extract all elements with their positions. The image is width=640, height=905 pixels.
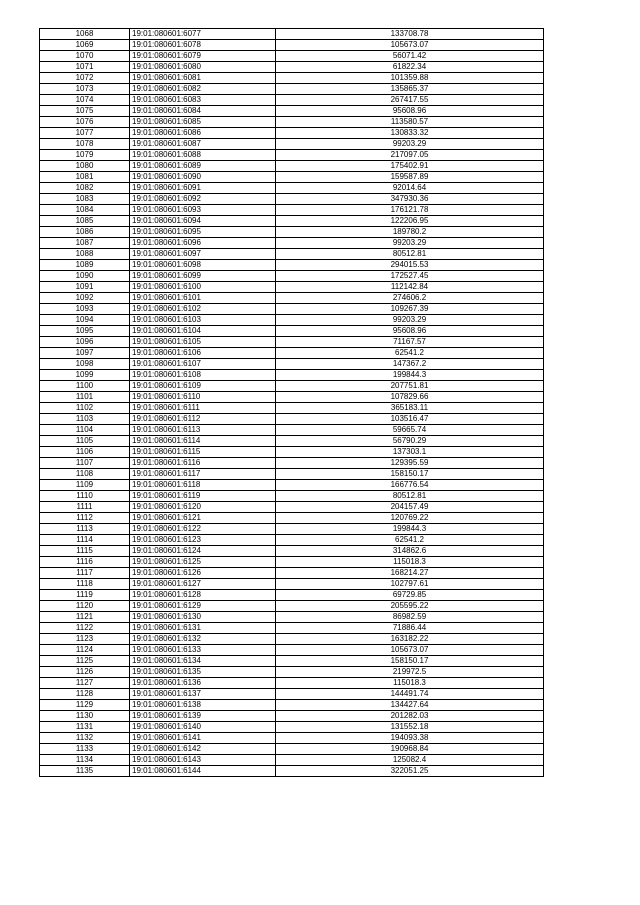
cadastral-number: 19:01:080601:6087 xyxy=(130,139,276,150)
table-row xyxy=(40,546,544,557)
cadastral-number: 19:01:080601:6086 xyxy=(130,128,276,139)
cadastral-value: 267417.55 xyxy=(276,95,544,106)
row-number: 1105 xyxy=(40,436,130,447)
cadastral-value: 112142.84 xyxy=(276,282,544,293)
row-number: 1131 xyxy=(40,722,130,733)
row-number: 1117 xyxy=(40,568,130,579)
row-number: 1080 xyxy=(40,161,130,172)
cadastral-number: 19:01:080601:6123 xyxy=(130,535,276,546)
row-number: 1113 xyxy=(40,524,130,535)
cadastral-number: 19:01:080601:6132 xyxy=(130,634,276,645)
row-number: 1096 xyxy=(40,337,130,348)
row-number: 1078 xyxy=(40,139,130,150)
cadastral-number: 19:01:080601:6138 xyxy=(130,700,276,711)
cadastral-value: 175402.91 xyxy=(276,161,544,172)
row-number: 1104 xyxy=(40,425,130,436)
cadastral-number: 19:01:080601:6095 xyxy=(130,227,276,238)
cadastral-number: 19:01:080601:6115 xyxy=(130,447,276,458)
table-row xyxy=(40,216,544,227)
table-row xyxy=(40,755,544,766)
cadastral-value: 176121.78 xyxy=(276,205,544,216)
row-number: 1069 xyxy=(40,40,130,51)
table-row xyxy=(40,678,544,689)
cadastral-value: 105673.07 xyxy=(276,40,544,51)
cadastral-number: 19:01:080601:6083 xyxy=(130,95,276,106)
cadastral-value: 314862.6 xyxy=(276,546,544,557)
row-number: 1093 xyxy=(40,304,130,315)
cadastral-number: 19:01:080601:6121 xyxy=(130,513,276,524)
table-row xyxy=(40,95,544,106)
cadastral-value: 101359.88 xyxy=(276,73,544,84)
row-number: 1097 xyxy=(40,348,130,359)
table-row xyxy=(40,161,544,172)
cadastral-value: 102797.61 xyxy=(276,579,544,590)
cadastral-number: 19:01:080601:6094 xyxy=(130,216,276,227)
cadastral-value: 56790.29 xyxy=(276,436,544,447)
cadastral-number: 19:01:080601:6100 xyxy=(130,282,276,293)
table-row xyxy=(40,557,544,568)
cadastral-number: 19:01:080601:6131 xyxy=(130,623,276,634)
cadastral-value: 62541.2 xyxy=(276,348,544,359)
table-row xyxy=(40,513,544,524)
cadastral-number: 19:01:080601:6137 xyxy=(130,689,276,700)
cadastral-value: 131552.18 xyxy=(276,722,544,733)
cadastral-number: 19:01:080601:6105 xyxy=(130,337,276,348)
table-row xyxy=(40,117,544,128)
cadastral-value: 56071.42 xyxy=(276,51,544,62)
table-row xyxy=(40,458,544,469)
table-row xyxy=(40,348,544,359)
cadastral-number: 19:01:080601:6098 xyxy=(130,260,276,271)
row-number: 1110 xyxy=(40,491,130,502)
table-row xyxy=(40,271,544,282)
cadastral-value: 219972.5 xyxy=(276,667,544,678)
cadastral-value: 92014.64 xyxy=(276,183,544,194)
row-number: 1123 xyxy=(40,634,130,645)
cadastral-number: 19:01:080601:6122 xyxy=(130,524,276,535)
cadastral-value: 99203.29 xyxy=(276,315,544,326)
table-row xyxy=(40,722,544,733)
cadastral-value: 194093.38 xyxy=(276,733,544,744)
cadastral-value: 168214.27 xyxy=(276,568,544,579)
cadastral-value: 59665.74 xyxy=(276,425,544,436)
cadastral-number: 19:01:080601:6114 xyxy=(130,436,276,447)
cadastral-value: 103516.47 xyxy=(276,414,544,425)
row-number: 1087 xyxy=(40,238,130,249)
row-number: 1091 xyxy=(40,282,130,293)
cadastral-value: 207751.81 xyxy=(276,381,544,392)
table-row xyxy=(40,128,544,139)
cadastral-value: 144491.74 xyxy=(276,689,544,700)
row-number: 1121 xyxy=(40,612,130,623)
cadastral-number: 19:01:080601:6124 xyxy=(130,546,276,557)
row-number: 1083 xyxy=(40,194,130,205)
cadastral-value: 172527.45 xyxy=(276,271,544,282)
cadastral-number: 19:01:080601:6128 xyxy=(130,590,276,601)
cadastral-value: 163182.22 xyxy=(276,634,544,645)
row-number: 1090 xyxy=(40,271,130,282)
table-body xyxy=(40,29,544,777)
table-row xyxy=(40,766,544,777)
table-row xyxy=(40,744,544,755)
row-number: 1128 xyxy=(40,689,130,700)
table-row xyxy=(40,392,544,403)
table-row xyxy=(40,469,544,480)
cadastral-value: 199844.3 xyxy=(276,370,544,381)
table-row xyxy=(40,194,544,205)
cadastral-value: 204157.49 xyxy=(276,502,544,513)
table-row xyxy=(40,414,544,425)
cadastral-value: 113580.57 xyxy=(276,117,544,128)
row-number: 1134 xyxy=(40,755,130,766)
row-number: 1085 xyxy=(40,216,130,227)
cadastral-number: 19:01:080601:6127 xyxy=(130,579,276,590)
table-row xyxy=(40,480,544,491)
cadastral-value: 134427.64 xyxy=(276,700,544,711)
table-row xyxy=(40,590,544,601)
cadastral-value: 71167.57 xyxy=(276,337,544,348)
row-number: 1072 xyxy=(40,73,130,84)
row-number: 1100 xyxy=(40,381,130,392)
cadastral-number: 19:01:080601:6103 xyxy=(130,315,276,326)
cadastral-value: 217097.05 xyxy=(276,150,544,161)
cadastral-number: 19:01:080601:6142 xyxy=(130,744,276,755)
table-row xyxy=(40,502,544,513)
table-row xyxy=(40,733,544,744)
cadastral-number: 19:01:080601:6078 xyxy=(130,40,276,51)
row-number: 1089 xyxy=(40,260,130,271)
table-row xyxy=(40,139,544,150)
cadastral-number: 19:01:080601:6110 xyxy=(130,392,276,403)
cadastral-number: 19:01:080601:6109 xyxy=(130,381,276,392)
row-number: 1102 xyxy=(40,403,130,414)
row-number: 1092 xyxy=(40,293,130,304)
row-number: 1094 xyxy=(40,315,130,326)
cadastral-value: 158150.17 xyxy=(276,469,544,480)
row-number: 1116 xyxy=(40,557,130,568)
cadastral-value: 86982.59 xyxy=(276,612,544,623)
row-number: 1068 xyxy=(40,29,130,40)
cadastral-value: 120769.22 xyxy=(276,513,544,524)
cadastral-number: 19:01:080601:6079 xyxy=(130,51,276,62)
table-row xyxy=(40,73,544,84)
row-number: 1103 xyxy=(40,414,130,425)
table-row xyxy=(40,568,544,579)
cadastral-number: 19:01:080601:6116 xyxy=(130,458,276,469)
table-row xyxy=(40,645,544,656)
cadastral-value: 205595.22 xyxy=(276,601,544,612)
row-number: 1099 xyxy=(40,370,130,381)
cadastral-number: 19:01:080601:6117 xyxy=(130,469,276,480)
cadastral-value: 133708.78 xyxy=(276,29,544,40)
table-row xyxy=(40,656,544,667)
row-number: 1071 xyxy=(40,62,130,73)
cadastral-value: 71886.44 xyxy=(276,623,544,634)
cadastral-value: 115018.3 xyxy=(276,557,544,568)
cadastral-number: 19:01:080601:6120 xyxy=(130,502,276,513)
cadastral-value: 62541.2 xyxy=(276,535,544,546)
cadastral-number: 19:01:080601:6108 xyxy=(130,370,276,381)
row-number: 1070 xyxy=(40,51,130,62)
table-row xyxy=(40,381,544,392)
row-number: 1101 xyxy=(40,392,130,403)
row-number: 1125 xyxy=(40,656,130,667)
cadastral-value: 129395.59 xyxy=(276,458,544,469)
cadastral-number: 19:01:080601:6091 xyxy=(130,183,276,194)
cadastral-number: 19:01:080601:6134 xyxy=(130,656,276,667)
cadastral-number: 19:01:080601:6080 xyxy=(130,62,276,73)
cadastral-value: 199844.3 xyxy=(276,524,544,535)
cadastral-value: 189780.2 xyxy=(276,227,544,238)
cadastral-number: 19:01:080601:6125 xyxy=(130,557,276,568)
row-number: 1108 xyxy=(40,469,130,480)
table-row xyxy=(40,612,544,623)
cadastral-number: 19:01:080601:6092 xyxy=(130,194,276,205)
table-row xyxy=(40,84,544,95)
cadastral-value: 135865.37 xyxy=(276,84,544,95)
cadastral-number: 19:01:080601:6104 xyxy=(130,326,276,337)
cadastral-value: 122206.95 xyxy=(276,216,544,227)
cadastral-value: 159587.89 xyxy=(276,172,544,183)
cadastral-number: 19:01:080601:6130 xyxy=(130,612,276,623)
row-number: 1120 xyxy=(40,601,130,612)
cadastral-value: 69729.85 xyxy=(276,590,544,601)
table-row xyxy=(40,359,544,370)
cadastral-value: 80512.81 xyxy=(276,249,544,260)
row-number: 1130 xyxy=(40,711,130,722)
table-row xyxy=(40,172,544,183)
row-number: 1073 xyxy=(40,84,130,95)
cadastral-number: 19:01:080601:6119 xyxy=(130,491,276,502)
row-number: 1086 xyxy=(40,227,130,238)
cadastral-value: 201282.03 xyxy=(276,711,544,722)
row-number: 1132 xyxy=(40,733,130,744)
table-row xyxy=(40,260,544,271)
row-number: 1107 xyxy=(40,458,130,469)
table-row xyxy=(40,106,544,117)
cadastral-value: 365183.11 xyxy=(276,403,544,414)
cadastral-number: 19:01:080601:6097 xyxy=(130,249,276,260)
table-row xyxy=(40,183,544,194)
table-row xyxy=(40,667,544,678)
cadastral-value: 95608.96 xyxy=(276,106,544,117)
table-row xyxy=(40,535,544,546)
table-row xyxy=(40,579,544,590)
cadastral-value: 95608.96 xyxy=(276,326,544,337)
table-row xyxy=(40,337,544,348)
table-row xyxy=(40,711,544,722)
table-row xyxy=(40,370,544,381)
row-number: 1082 xyxy=(40,183,130,194)
row-number: 1084 xyxy=(40,205,130,216)
cadastral-number: 19:01:080601:6126 xyxy=(130,568,276,579)
table-row xyxy=(40,403,544,414)
table-row xyxy=(40,40,544,51)
cadastral-number: 19:01:080601:6140 xyxy=(130,722,276,733)
cadastral-number: 19:01:080601:6077 xyxy=(130,29,276,40)
table-row xyxy=(40,227,544,238)
table-row xyxy=(40,150,544,161)
cadastral-number: 19:01:080601:6139 xyxy=(130,711,276,722)
cadastral-value: 61822.34 xyxy=(276,62,544,73)
cadastral-value: 125082.4 xyxy=(276,755,544,766)
row-number: 1126 xyxy=(40,667,130,678)
row-number: 1135 xyxy=(40,766,130,777)
cadastral-value: 274606.2 xyxy=(276,293,544,304)
cadastral-number: 19:01:080601:6093 xyxy=(130,205,276,216)
row-number: 1098 xyxy=(40,359,130,370)
row-number: 1124 xyxy=(40,645,130,656)
cadastral-number: 19:01:080601:6111 xyxy=(130,403,276,414)
cadastral-number: 19:01:080601:6136 xyxy=(130,678,276,689)
cadastral-number: 19:01:080601:6090 xyxy=(130,172,276,183)
cadastral-number: 19:01:080601:6082 xyxy=(130,84,276,95)
row-number: 1118 xyxy=(40,579,130,590)
row-number: 1119 xyxy=(40,590,130,601)
cadastral-value: 294015.53 xyxy=(276,260,544,271)
table-row xyxy=(40,491,544,502)
cadastral-value: 80512.81 xyxy=(276,491,544,502)
cadastral-number: 19:01:080601:6143 xyxy=(130,755,276,766)
cadastral-value: 115018.3 xyxy=(276,678,544,689)
cadastral-number: 19:01:080601:6133 xyxy=(130,645,276,656)
cadastral-number: 19:01:080601:6096 xyxy=(130,238,276,249)
cadastral-number: 19:01:080601:6118 xyxy=(130,480,276,491)
cadastral-value: 107829.66 xyxy=(276,392,544,403)
cadastral-value: 322051.25 xyxy=(276,766,544,777)
table-row xyxy=(40,62,544,73)
table-row xyxy=(40,425,544,436)
table-row xyxy=(40,447,544,458)
row-number: 1076 xyxy=(40,117,130,128)
table-row xyxy=(40,700,544,711)
row-number: 1133 xyxy=(40,744,130,755)
cadastral-number: 19:01:080601:6085 xyxy=(130,117,276,128)
row-number: 1122 xyxy=(40,623,130,634)
cadastral-number: 19:01:080601:6129 xyxy=(130,601,276,612)
table-row xyxy=(40,51,544,62)
table-row xyxy=(40,29,544,40)
cadastral-value: 99203.29 xyxy=(276,139,544,150)
cadastral-number: 19:01:080601:6106 xyxy=(130,348,276,359)
cadastral-value: 166776.54 xyxy=(276,480,544,491)
cadastral-number: 19:01:080601:6084 xyxy=(130,106,276,117)
table-row xyxy=(40,238,544,249)
table-row xyxy=(40,623,544,634)
row-number: 1075 xyxy=(40,106,130,117)
cadastral-number: 19:01:080601:6102 xyxy=(130,304,276,315)
cadastral-number: 19:01:080601:6144 xyxy=(130,766,276,777)
row-number: 1114 xyxy=(40,535,130,546)
table-row xyxy=(40,282,544,293)
cadastral-value: 147367.2 xyxy=(276,359,544,370)
cadastral-number: 19:01:080601:6089 xyxy=(130,161,276,172)
cadastral-value: 158150.17 xyxy=(276,656,544,667)
row-number: 1106 xyxy=(40,447,130,458)
cadastral-value: 347930.36 xyxy=(276,194,544,205)
cadastral-number: 19:01:080601:6081 xyxy=(130,73,276,84)
row-number: 1088 xyxy=(40,249,130,260)
table-row xyxy=(40,205,544,216)
cadastral-number: 19:01:080601:6112 xyxy=(130,414,276,425)
row-number: 1081 xyxy=(40,172,130,183)
cadastral-value: 190968.84 xyxy=(276,744,544,755)
cadastral-number: 19:01:080601:6141 xyxy=(130,733,276,744)
row-number: 1095 xyxy=(40,326,130,337)
row-number: 1074 xyxy=(40,95,130,106)
cadastral-number: 19:01:080601:6088 xyxy=(130,150,276,161)
table-row xyxy=(40,249,544,260)
table-row xyxy=(40,524,544,535)
row-number: 1079 xyxy=(40,150,130,161)
cadastral-number: 19:01:080601:6099 xyxy=(130,271,276,282)
cadastral-value: 105673.07 xyxy=(276,645,544,656)
table-row xyxy=(40,436,544,447)
cadastral-number: 19:01:080601:6107 xyxy=(130,359,276,370)
row-number: 1109 xyxy=(40,480,130,491)
cadastral-number: 19:01:080601:6135 xyxy=(130,667,276,678)
row-number: 1127 xyxy=(40,678,130,689)
cadastral-number: 19:01:080601:6113 xyxy=(130,425,276,436)
cadastral-value: 99203.29 xyxy=(276,238,544,249)
table-row xyxy=(40,293,544,304)
cadastral-value-table xyxy=(39,28,544,777)
row-number: 1115 xyxy=(40,546,130,557)
row-number: 1112 xyxy=(40,513,130,524)
table-row xyxy=(40,326,544,337)
table-row xyxy=(40,304,544,315)
cadastral-value: 130833.32 xyxy=(276,128,544,139)
row-number: 1111 xyxy=(40,502,130,513)
table-row xyxy=(40,689,544,700)
cadastral-number: 19:01:080601:6101 xyxy=(130,293,276,304)
table-row xyxy=(40,315,544,326)
row-number: 1077 xyxy=(40,128,130,139)
cadastral-value: 137303.1 xyxy=(276,447,544,458)
table-row xyxy=(40,601,544,612)
table-row xyxy=(40,634,544,645)
row-number: 1129 xyxy=(40,700,130,711)
cadastral-value: 109267.39 xyxy=(276,304,544,315)
